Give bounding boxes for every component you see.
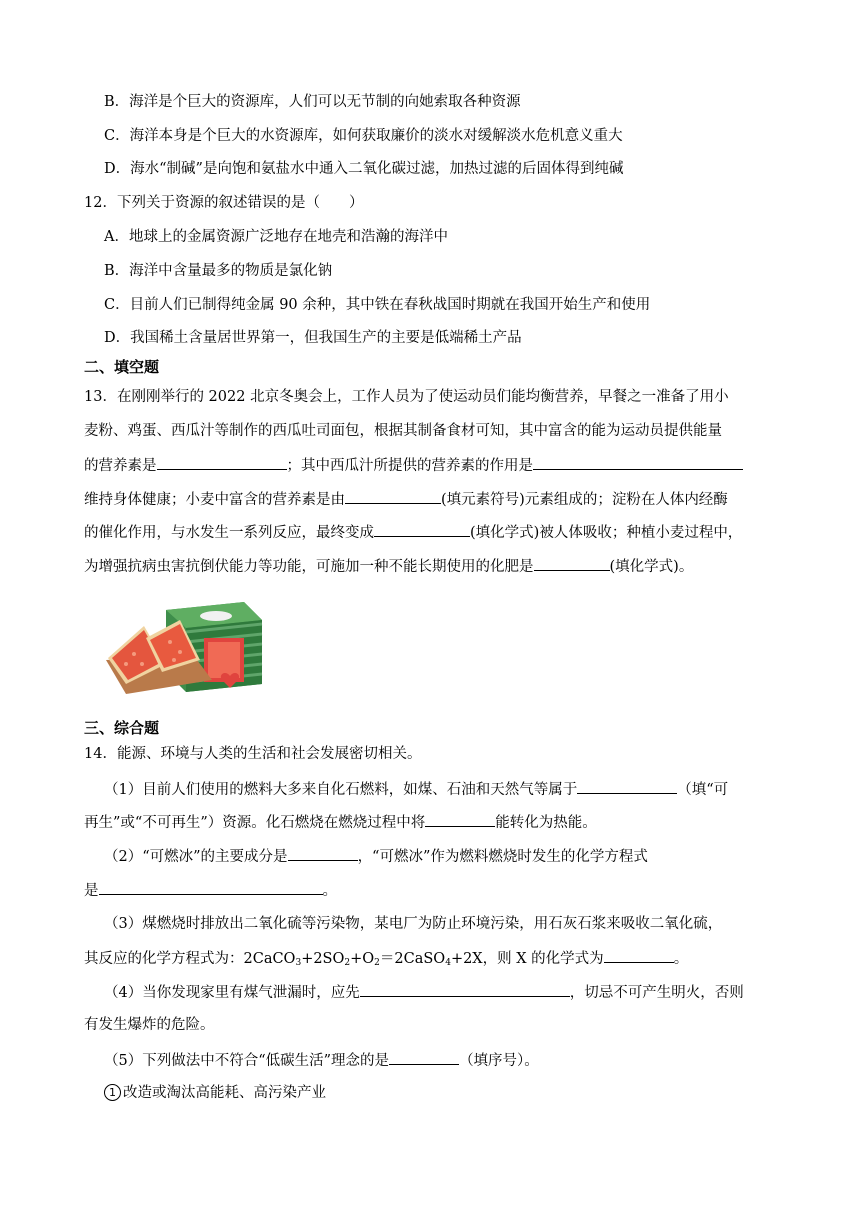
q13-line-4	[84, 488, 728, 510]
q11-option-c: C．海洋本身是个巨大的水资源库，如何获取廉价的淡水对缓解淡水危机意义重大	[104, 128, 623, 144]
q14-part-2-line-1	[104, 845, 648, 867]
q13-line-6-text-a: 为增强抗病虫害抗倒伏能力等功能，可施加一种不能长期使用的化肥是	[84, 559, 534, 575]
q12-option-d: D．我国稀土含量居世界第一，但我国生产的主要是低端稀土产品	[104, 330, 522, 346]
q13-line-4-text-b: (填元素符号)元素组成的；淀粉在人体内经酶	[441, 492, 728, 508]
q12-option-b: B．海洋中含量最多的物质是氯化钠	[104, 263, 333, 279]
q14-sub-2b: 2	[374, 958, 380, 968]
circled-number-1: 1	[104, 1084, 121, 1101]
q14-p5-text-a: （5）下列做法中不符合“低碳生活”理念的是	[104, 1053, 390, 1069]
q13-blank-nutrient[interactable]	[157, 454, 287, 470]
q14-sub-4: 4	[445, 958, 451, 968]
q12-option-a: A．地球上的金属资源广泛地存在地壳和浩瀚的海洋中	[104, 229, 448, 245]
q13-line-1: 13．在刚刚举行的 2022 北京冬奥会上，工作人员为了使运动员们能均衡营养，早餐之一准备了用小	[84, 389, 729, 405]
q14-blank-main-component[interactable]	[288, 845, 358, 861]
q14-p1-text-b: （填“可	[677, 782, 729, 798]
q12-stem: 12．下列关于资源的叙述错误的是（ ）	[84, 195, 364, 211]
q14-blank-renewable[interactable]	[577, 778, 677, 794]
q13-line-6-text-b: (填化学式)。	[609, 559, 694, 575]
q13-line-3-text-b: ；其中西瓜汁所提供的营养素的作用是	[286, 458, 533, 474]
q14-part-2-line-2	[84, 879, 337, 901]
q14-p1-text-a: （1）目前人们使用的燃料大多来自化石燃料，如煤、石油和天然气等属于	[104, 782, 578, 798]
q14-part-5-line-1	[104, 1049, 539, 1071]
q14-p1-text-d: 能转化为热能。	[495, 815, 597, 831]
q14-blank-equation[interactable]	[99, 879, 323, 895]
q14-item-1-text: 改造或淘汰高能耗、高污染产业	[123, 1085, 326, 1101]
q13-blank-fertilizer[interactable]	[534, 555, 610, 571]
q14-blank-x-formula[interactable]	[604, 947, 674, 963]
q14-stem: 14．能源、环境与人类的生活和社会发展密切相关。	[84, 746, 422, 762]
q13-blank-elements[interactable]	[345, 488, 441, 504]
q14-sub-3a: 3	[295, 958, 302, 968]
q14-blank-energy[interactable]	[425, 811, 495, 827]
q13-line-2: 麦粉、鸡蛋、西瓜汁等制作的西瓜吐司面包，根据其制备食材可知，其中富含的能为运动员提供能量	[84, 423, 722, 439]
q13-line-6	[84, 555, 693, 577]
watermelon-toast-image	[104, 598, 264, 698]
q14-p3-formula-a: 其反应的化学方程式为：2CaCO	[84, 951, 296, 967]
q11-option-b: B．海洋是个巨大的资源库，人们可以无节制的向她索取各种资源	[104, 94, 521, 110]
q13-line-4-text-a: 维持身体健康；小麦中富含的营养素是由	[84, 492, 345, 508]
q13-line-5-text-a: 的催化作用，与水发生一系列反应，最终变成	[84, 525, 374, 541]
q14-sub-2a: 2	[344, 958, 351, 968]
q14-blank-gas-leak[interactable]	[360, 981, 570, 997]
q14-p1-text-c: 再生”或“不可再生”）资源。化石燃烧在燃烧过程中将	[84, 815, 426, 831]
q13-line-3-text-a: 的营养素是	[84, 458, 157, 474]
q13-blank-function[interactable]	[533, 454, 743, 470]
q14-part-3-line-1: （3）煤燃烧时排放出二氧化硫等污染物，某电厂为防止环境污染，用石灰石浆来吸收二氧化硫，	[104, 916, 723, 932]
q13-line-5-text-b: (填化学式)被人体吸收；种植小麦过程中，	[470, 525, 743, 541]
q14-item-1	[104, 1082, 326, 1104]
q14-blank-low-carbon[interactable]	[389, 1049, 459, 1065]
q14-p4-text-b: ，切忌不可产生明火，否则	[569, 985, 744, 1001]
q14-p4-text-a: （4）当你发现家里有煤气泄漏时，应先	[104, 985, 360, 1001]
q14-p2-text-b: ，“可燃冰”作为燃料燃烧时发生的化学方程式	[357, 849, 648, 865]
q13-blank-glucose[interactable]	[374, 521, 470, 537]
q14-p3-formula-b: +2SO	[301, 951, 345, 967]
q14-part-4-line-2: 有发生爆炸的危险。	[84, 1017, 215, 1033]
q14-p3-formula-d: ＝2CaSO	[379, 951, 446, 967]
q14-p3-formula-e: +2X，则 X 的化学式为	[450, 951, 604, 967]
section-comprehensive-title: 三、综合题	[84, 719, 160, 737]
q14-p3-formula-c: +O	[350, 951, 375, 967]
section-fill-in-title: 二、填空题	[84, 358, 160, 376]
q13-line-3	[84, 454, 743, 476]
q14-p2-text-a: （2）“可燃冰”的主要成分是	[104, 849, 288, 865]
q14-p2-text-d: 。	[322, 883, 337, 899]
q14-part-1-line-2	[84, 811, 597, 833]
q14-part-4-line-1	[104, 981, 744, 1003]
q14-part-1-line-1	[104, 778, 728, 800]
q14-p3-text-c: 。	[673, 951, 689, 967]
q12-option-c: C．目前人们已制得纯金属 90 余种，其中铁在春秋战国时期就在我国开始生产和使用	[104, 297, 651, 313]
q14-p5-text-b: （填序号）。	[459, 1053, 539, 1069]
q13-line-5	[84, 521, 742, 543]
q14-p2-text-c: 是	[84, 883, 99, 899]
q14-part-3-line-2	[84, 947, 688, 969]
q11-option-d: D．海水“制碱”是向饱和氨盐水中通入二氧化碳过滤，加热过滤的后固体得到纯碱	[104, 161, 624, 177]
